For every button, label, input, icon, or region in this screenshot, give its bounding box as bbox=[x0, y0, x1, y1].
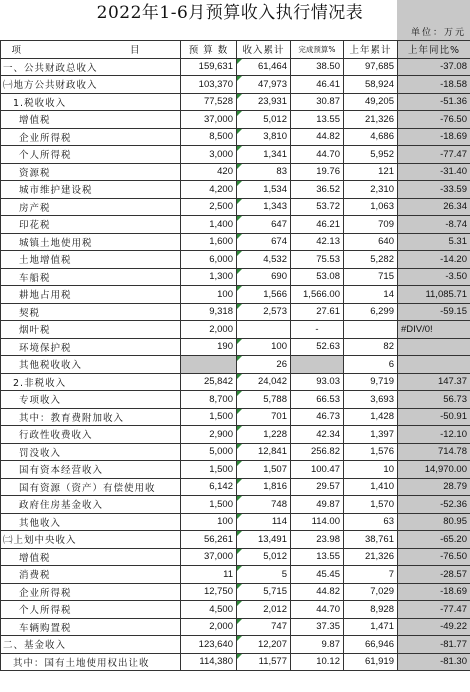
item-name-cell[interactable]: 车船税 bbox=[1, 268, 181, 286]
item-name-cell[interactable]: 资源税 bbox=[1, 163, 181, 181]
table-row bbox=[1, 653, 470, 671]
error-indicator-icon bbox=[237, 531, 242, 536]
yoy-cell[interactable]: 147.37 bbox=[398, 373, 470, 391]
prev-cumulative-cell[interactable]: 21,326 bbox=[344, 111, 398, 129]
prev-cumulative-cell[interactable]: 121 bbox=[344, 163, 398, 181]
completion-cell[interactable]: 75.53 bbox=[291, 251, 344, 269]
error-indicator-icon bbox=[237, 304, 242, 309]
item-name-cell[interactable]: 房产税 bbox=[1, 198, 181, 216]
budget-cell[interactable]: 2,500 bbox=[181, 198, 237, 216]
item-name-cell[interactable]: 城市维护建设税 bbox=[1, 181, 181, 199]
budget-cell[interactable]: 100 bbox=[181, 286, 237, 304]
error-indicator-icon bbox=[237, 514, 242, 519]
completion-cell[interactable]: 30.87 bbox=[291, 93, 344, 111]
table-row bbox=[1, 531, 470, 549]
item-name-cell[interactable]: 个人所得税 bbox=[1, 601, 181, 619]
prev-cumulative-cell[interactable]: 7 bbox=[344, 566, 398, 584]
error-indicator-icon bbox=[237, 286, 242, 291]
prev-cumulative-cell[interactable]: 2,310 bbox=[344, 181, 398, 199]
unit-cell[interactable] bbox=[397, 0, 470, 40]
prev-cumulative-cell[interactable]: 1,471 bbox=[344, 618, 398, 636]
prev-cumulative-cell[interactable]: 58,924 bbox=[344, 76, 398, 94]
error-indicator-icon bbox=[237, 94, 242, 99]
completion-cell[interactable]: - bbox=[291, 321, 344, 339]
completion-cell[interactable]: 13.55 bbox=[291, 548, 344, 566]
prev-cumulative-cell[interactable] bbox=[344, 321, 398, 339]
item-name-cell[interactable]: 1.税收收入 bbox=[1, 93, 181, 111]
error-indicator-icon bbox=[237, 374, 242, 379]
budget-cell[interactable]: 1,600 bbox=[181, 233, 237, 251]
completion-cell[interactable]: 44.70 bbox=[291, 601, 344, 619]
cumulative-cell[interactable]: 747 bbox=[237, 618, 291, 636]
yoy-cell[interactable]: 5.31 bbox=[398, 233, 470, 251]
table-row bbox=[1, 391, 470, 409]
budget-cell[interactable]: 9,318 bbox=[181, 303, 237, 321]
yoy-cell[interactable]: 80.95 bbox=[398, 513, 470, 531]
error-indicator-icon bbox=[237, 339, 242, 344]
unit-label: 单位：万元 bbox=[410, 28, 466, 38]
cumulative-cell[interactable]: 4,532 bbox=[237, 251, 291, 269]
error-indicator-icon bbox=[237, 199, 242, 204]
table-row bbox=[1, 303, 470, 321]
yoy-cell[interactable]: 26.34 bbox=[398, 198, 470, 216]
prev-cumulative-cell[interactable]: 709 bbox=[344, 216, 398, 234]
table-row bbox=[1, 268, 470, 286]
item-name-cell[interactable]: 其他收入 bbox=[1, 513, 181, 531]
item-name-cell[interactable]: 城镇土地使用税 bbox=[1, 233, 181, 251]
yoy-cell[interactable]: -76.50 bbox=[398, 111, 470, 129]
prev-cumulative-cell[interactable]: 3,693 bbox=[344, 391, 398, 409]
completion-cell[interactable]: 1,566.00 bbox=[291, 286, 344, 304]
error-indicator-icon bbox=[237, 654, 242, 659]
completion-cell[interactable]: 46.41 bbox=[291, 76, 344, 94]
prev-cumulative-cell[interactable]: 66,946 bbox=[344, 636, 398, 654]
item-name-cell[interactable]: 环境保护税 bbox=[1, 338, 181, 356]
budget-cell[interactable]: 3,000 bbox=[181, 146, 237, 164]
completion-cell[interactable]: 38.50 bbox=[291, 58, 344, 76]
cumulative-cell[interactable]: 23,931 bbox=[237, 93, 291, 111]
error-indicator-icon bbox=[237, 566, 242, 571]
item-name-cell[interactable]: 增值税 bbox=[1, 548, 181, 566]
table-row bbox=[1, 513, 470, 531]
prev-cumulative-cell[interactable]: 9,719 bbox=[344, 373, 398, 391]
cumulative-cell[interactable]: 5,788 bbox=[237, 391, 291, 409]
prev-cumulative-cell[interactable]: 82 bbox=[344, 338, 398, 356]
table-row bbox=[1, 583, 470, 601]
prev-cumulative-cell[interactable]: 1,576 bbox=[344, 443, 398, 461]
cumulative-cell[interactable]: 24,042 bbox=[237, 373, 291, 391]
item-name-cell[interactable]: 车辆购置税 bbox=[1, 618, 181, 636]
completion-cell[interactable]: 256.82 bbox=[291, 443, 344, 461]
item-name-cell[interactable]: 企业所得税 bbox=[1, 583, 181, 601]
budget-cell[interactable]: 4,200 bbox=[181, 181, 237, 199]
completion-cell[interactable]: 52.63 bbox=[291, 338, 344, 356]
yoy-cell[interactable]: -81.77 bbox=[398, 636, 470, 654]
table-row bbox=[1, 478, 470, 496]
table-row bbox=[1, 76, 470, 94]
prev-cumulative-cell[interactable]: 1,063 bbox=[344, 198, 398, 216]
budget-cell[interactable]: 4,500 bbox=[181, 601, 237, 619]
budget-cell[interactable]: 1,500 bbox=[181, 408, 237, 426]
error-indicator-icon bbox=[237, 146, 242, 151]
yoy-cell[interactable] bbox=[398, 338, 470, 356]
cumulative-cell[interactable]: 1,816 bbox=[237, 478, 291, 496]
prev-cumulative-cell[interactable]: 8,928 bbox=[344, 601, 398, 619]
cumulative-cell[interactable] bbox=[237, 321, 291, 339]
table-body bbox=[1, 58, 470, 671]
header-cumulative[interactable]: 收入累计 bbox=[237, 41, 291, 59]
table-row bbox=[1, 286, 470, 304]
header-completion[interactable]: 完成预算% bbox=[291, 41, 344, 59]
error-indicator-icon bbox=[237, 164, 242, 169]
prev-cumulative-cell[interactable]: 5,282 bbox=[344, 251, 398, 269]
item-name-cell[interactable]: 契税 bbox=[1, 303, 181, 321]
yoy-cell[interactable]: -49.22 bbox=[398, 618, 470, 636]
budget-cell[interactable]: 6,142 bbox=[181, 478, 237, 496]
error-indicator-icon bbox=[237, 251, 242, 256]
error-indicator-icon bbox=[237, 461, 242, 466]
table-row bbox=[1, 636, 470, 654]
table-row bbox=[1, 356, 470, 374]
table-row bbox=[1, 216, 470, 234]
yoy-cell[interactable]: -76.50 bbox=[398, 548, 470, 566]
budget-cell[interactable]: 37,000 bbox=[181, 548, 237, 566]
cumulative-cell[interactable]: 1,228 bbox=[237, 426, 291, 444]
completion-cell[interactable]: 23.98 bbox=[291, 531, 344, 549]
item-name-cell[interactable]: 国有资源（资产）有偿使用收 bbox=[1, 478, 181, 496]
prev-cumulative-cell[interactable]: 6,299 bbox=[344, 303, 398, 321]
yoy-cell[interactable]: -18.69 bbox=[398, 128, 470, 146]
cumulative-cell[interactable]: 12,841 bbox=[237, 443, 291, 461]
table-row bbox=[1, 93, 470, 111]
cumulative-cell[interactable]: 114 bbox=[237, 513, 291, 531]
cumulative-cell[interactable]: 1,343 bbox=[237, 198, 291, 216]
table-row bbox=[1, 181, 470, 199]
error-indicator-icon bbox=[237, 444, 242, 449]
cumulative-cell[interactable]: 12,207 bbox=[237, 636, 291, 654]
completion-cell[interactable]: 45.45 bbox=[291, 566, 344, 584]
table-row bbox=[1, 601, 470, 619]
budget-cell[interactable]: 12,750 bbox=[181, 583, 237, 601]
yoy-cell[interactable]: -77.47 bbox=[398, 601, 470, 619]
prev-cumulative-cell[interactable]: 1,428 bbox=[344, 408, 398, 426]
error-indicator-icon bbox=[237, 59, 242, 64]
completion-cell[interactable]: 46.21 bbox=[291, 216, 344, 234]
budget-cell[interactable]: 8,700 bbox=[181, 391, 237, 409]
completion-cell[interactable]: 53.72 bbox=[291, 198, 344, 216]
cumulative-cell[interactable]: 3,810 bbox=[237, 128, 291, 146]
yoy-cell[interactable]: -18.58 bbox=[398, 76, 470, 94]
table-row bbox=[1, 426, 470, 444]
yoy-cell[interactable]: -65.20 bbox=[398, 531, 470, 549]
completion-cell[interactable]: 36.52 bbox=[291, 181, 344, 199]
error-indicator-icon bbox=[237, 426, 242, 431]
yoy-cell[interactable]: -12.10 bbox=[398, 426, 470, 444]
yoy-cell[interactable]: 714.78 bbox=[398, 443, 470, 461]
budget-cell[interactable]: 2,000 bbox=[181, 618, 237, 636]
budget-cell[interactable]: 11 bbox=[181, 566, 237, 584]
prev-cumulative-cell[interactable]: 640 bbox=[344, 233, 398, 251]
completion-cell[interactable]: 9.87 bbox=[291, 636, 344, 654]
budget-cell[interactable]: 2,900 bbox=[181, 426, 237, 444]
completion-cell[interactable]: 10.12 bbox=[291, 653, 344, 671]
table-row bbox=[1, 251, 470, 269]
budget-cell[interactable]: 114,380 bbox=[181, 653, 237, 671]
prev-cumulative-cell[interactable]: 61,919 bbox=[344, 653, 398, 671]
cumulative-cell[interactable]: 47,973 bbox=[237, 76, 291, 94]
item-name-cell[interactable]: 国有资本经营收入 bbox=[1, 461, 181, 479]
header-item[interactable]: 项 目 bbox=[1, 41, 181, 59]
cumulative-cell[interactable]: 5,012 bbox=[237, 548, 291, 566]
completion-cell[interactable]: 100.47 bbox=[291, 461, 344, 479]
budget-cell[interactable]: 37,000 bbox=[181, 111, 237, 129]
table-row bbox=[1, 111, 470, 129]
cumulative-cell[interactable]: 1,507 bbox=[237, 461, 291, 479]
yoy-cell[interactable]: -28.57 bbox=[398, 566, 470, 584]
error-indicator-icon bbox=[237, 234, 242, 239]
item-name-cell[interactable]: 个人所得税 bbox=[1, 146, 181, 164]
error-indicator-icon bbox=[237, 391, 242, 396]
error-indicator-icon bbox=[237, 479, 242, 484]
completion-cell[interactable]: 44.70 bbox=[291, 146, 344, 164]
completion-cell[interactable] bbox=[291, 356, 344, 374]
error-indicator-icon bbox=[237, 584, 242, 589]
item-name-cell[interactable]: 政府住房基金收入 bbox=[1, 496, 181, 514]
header-prev-cumulative[interactable]: 上年累计 bbox=[344, 41, 398, 59]
table-row bbox=[1, 408, 470, 426]
budget-cell[interactable]: 123,640 bbox=[181, 636, 237, 654]
item-name-cell[interactable]: 行政性收费收入 bbox=[1, 426, 181, 444]
cumulative-cell[interactable]: 5,012 bbox=[237, 111, 291, 129]
item-name-cell[interactable]: 罚没收入 bbox=[1, 443, 181, 461]
prev-cumulative-cell[interactable]: 1,410 bbox=[344, 478, 398, 496]
table-row bbox=[1, 321, 470, 339]
yoy-cell[interactable]: -52.36 bbox=[398, 496, 470, 514]
yoy-cell[interactable]: -51.36 bbox=[398, 93, 470, 111]
cumulative-cell[interactable]: 11,577 bbox=[237, 653, 291, 671]
budget-cell[interactable] bbox=[181, 356, 237, 374]
error-indicator-icon bbox=[237, 636, 242, 641]
yoy-cell[interactable]: -50.91 bbox=[398, 408, 470, 426]
cumulative-cell[interactable]: 13,491 bbox=[237, 531, 291, 549]
yoy-cell[interactable]: #DIV/0! bbox=[398, 321, 470, 339]
error-indicator-icon bbox=[237, 356, 242, 361]
yoy-cell[interactable]: -37.08 bbox=[398, 58, 470, 76]
cumulative-cell[interactable]: 690 bbox=[237, 268, 291, 286]
completion-cell[interactable]: 66.53 bbox=[291, 391, 344, 409]
item-name-cell[interactable]: 印花税 bbox=[1, 216, 181, 234]
header-row bbox=[1, 41, 470, 59]
yoy-cell[interactable]: -18.69 bbox=[398, 583, 470, 601]
item-name-cell[interactable]: 土地增值税 bbox=[1, 251, 181, 269]
budget-cell[interactable]: 77,528 bbox=[181, 93, 237, 111]
completion-cell[interactable]: 93.03 bbox=[291, 373, 344, 391]
yoy-cell[interactable] bbox=[398, 356, 470, 374]
cumulative-cell[interactable]: 2,573 bbox=[237, 303, 291, 321]
item-name-cell[interactable]: 2.非税收入 bbox=[1, 373, 181, 391]
budget-cell[interactable]: 1,300 bbox=[181, 268, 237, 286]
item-name-cell[interactable]: ㈠地方公共财政收入 bbox=[1, 76, 181, 94]
table-row bbox=[1, 198, 470, 216]
completion-cell[interactable]: 44.82 bbox=[291, 128, 344, 146]
prev-cumulative-cell[interactable]: 14 bbox=[344, 286, 398, 304]
table-row bbox=[1, 548, 470, 566]
item-name-cell[interactable]: 其中：国有土地使用权出让收 bbox=[1, 653, 181, 671]
yoy-cell[interactable]: -59.15 bbox=[398, 303, 470, 321]
cumulative-cell[interactable]: 647 bbox=[237, 216, 291, 234]
header-yoy[interactable]: 上年同比% bbox=[398, 41, 470, 59]
cumulative-cell[interactable]: 1,534 bbox=[237, 181, 291, 199]
error-indicator-icon bbox=[237, 549, 242, 554]
completion-cell[interactable]: 46.73 bbox=[291, 408, 344, 426]
item-name-cell[interactable]: 一、公共财政总收入 bbox=[1, 58, 181, 76]
cumulative-cell[interactable]: 61,464 bbox=[237, 58, 291, 76]
budget-cell[interactable]: 190 bbox=[181, 338, 237, 356]
item-name-cell[interactable]: 耕地占用税 bbox=[1, 286, 181, 304]
budget-cell[interactable]: 5,000 bbox=[181, 443, 237, 461]
budget-cell[interactable]: 8,500 bbox=[181, 128, 237, 146]
prev-cumulative-cell[interactable]: 10 bbox=[344, 461, 398, 479]
budget-cell[interactable]: 159,631 bbox=[181, 58, 237, 76]
error-indicator-icon bbox=[237, 409, 242, 414]
budget-cell[interactable]: 25,842 bbox=[181, 373, 237, 391]
cumulative-cell[interactable]: 674 bbox=[237, 233, 291, 251]
error-indicator-icon bbox=[237, 496, 242, 501]
prev-cumulative-cell[interactable]: 63 bbox=[344, 513, 398, 531]
prev-cumulative-cell[interactable]: 49,205 bbox=[344, 93, 398, 111]
item-name-cell[interactable]: 烟叶税 bbox=[1, 321, 181, 339]
prev-cumulative-cell[interactable]: 715 bbox=[344, 268, 398, 286]
cumulative-cell[interactable]: 83 bbox=[237, 163, 291, 181]
budget-cell[interactable]: 6,000 bbox=[181, 251, 237, 269]
table-row bbox=[1, 163, 470, 181]
item-name-cell[interactable]: 二、基金收入 bbox=[1, 636, 181, 654]
yoy-cell[interactable]: -77.47 bbox=[398, 146, 470, 164]
table-row bbox=[1, 461, 470, 479]
report-title: 2022年1-6月预算收入执行情况表 bbox=[96, 3, 364, 23]
completion-cell[interactable]: 114.00 bbox=[291, 513, 344, 531]
table-row bbox=[1, 618, 470, 636]
budget-table bbox=[0, 40, 470, 671]
table-row bbox=[1, 338, 470, 356]
completion-cell[interactable]: 49.87 bbox=[291, 496, 344, 514]
budget-cell[interactable]: 420 bbox=[181, 163, 237, 181]
yoy-cell[interactable]: 14,970.00 bbox=[398, 461, 470, 479]
prev-cumulative-cell[interactable]: 38,761 bbox=[344, 531, 398, 549]
yoy-cell[interactable]: 11,085.71 bbox=[398, 286, 470, 304]
completion-cell[interactable]: 29.57 bbox=[291, 478, 344, 496]
budget-cell[interactable]: 1,400 bbox=[181, 216, 237, 234]
cumulative-cell[interactable]: 748 bbox=[237, 496, 291, 514]
completion-cell[interactable]: 13.55 bbox=[291, 111, 344, 129]
yoy-cell[interactable]: -33.59 bbox=[398, 181, 470, 199]
completion-cell[interactable]: 27.61 bbox=[291, 303, 344, 321]
cumulative-cell[interactable]: 100 bbox=[237, 338, 291, 356]
budget-cell[interactable]: 1,500 bbox=[181, 461, 237, 479]
error-indicator-icon bbox=[237, 601, 242, 606]
cumulative-cell[interactable]: 26 bbox=[237, 356, 291, 374]
error-indicator-icon bbox=[237, 129, 242, 134]
item-name-cell[interactable]: 增值税 bbox=[1, 111, 181, 129]
error-indicator-icon bbox=[237, 269, 242, 274]
cumulative-cell[interactable]: 1,341 bbox=[237, 146, 291, 164]
yoy-cell[interactable]: 28.79 bbox=[398, 478, 470, 496]
table-row bbox=[1, 233, 470, 251]
error-indicator-icon bbox=[237, 216, 242, 221]
prev-cumulative-cell[interactable]: 97,685 bbox=[344, 58, 398, 76]
table-row bbox=[1, 128, 470, 146]
table-row bbox=[1, 146, 470, 164]
yoy-cell[interactable]: -14.20 bbox=[398, 251, 470, 269]
item-name-cell[interactable]: 其中：教育费附加收入 bbox=[1, 408, 181, 426]
completion-cell[interactable]: 44.82 bbox=[291, 583, 344, 601]
completion-cell[interactable]: 37.35 bbox=[291, 618, 344, 636]
prev-cumulative-cell[interactable]: 4,686 bbox=[344, 128, 398, 146]
yoy-cell[interactable]: -3.50 bbox=[398, 268, 470, 286]
cumulative-cell[interactable]: 1,566 bbox=[237, 286, 291, 304]
item-name-cell[interactable]: ㈡上划中央收入 bbox=[1, 531, 181, 549]
item-name-cell[interactable]: 专项收入 bbox=[1, 391, 181, 409]
completion-cell[interactable]: 42.13 bbox=[291, 233, 344, 251]
error-indicator-icon bbox=[237, 619, 242, 624]
item-name-cell[interactable]: 消费税 bbox=[1, 566, 181, 584]
error-indicator-icon bbox=[237, 181, 242, 186]
item-name-cell[interactable]: 企业所得税 bbox=[1, 128, 181, 146]
table-row bbox=[1, 496, 470, 514]
table-row bbox=[1, 373, 470, 391]
yoy-cell[interactable]: -31.40 bbox=[398, 163, 470, 181]
budget-cell[interactable]: 100 bbox=[181, 513, 237, 531]
table-row bbox=[1, 58, 470, 76]
budget-cell[interactable]: 103,370 bbox=[181, 76, 237, 94]
table-row bbox=[1, 443, 470, 461]
yoy-cell[interactable]: -81.30 bbox=[398, 653, 470, 671]
cumulative-cell[interactable]: 5,715 bbox=[237, 583, 291, 601]
cumulative-cell[interactable]: 2,012 bbox=[237, 601, 291, 619]
completion-cell[interactable]: 19.76 bbox=[291, 163, 344, 181]
cumulative-cell[interactable]: 5 bbox=[237, 566, 291, 584]
yoy-cell[interactable]: -8.74 bbox=[398, 216, 470, 234]
prev-cumulative-cell[interactable]: 21,326 bbox=[344, 548, 398, 566]
completion-cell[interactable]: 53.08 bbox=[291, 268, 344, 286]
yoy-cell[interactable]: 56.73 bbox=[398, 391, 470, 409]
table-row bbox=[1, 566, 470, 584]
budget-cell[interactable]: 1,500 bbox=[181, 496, 237, 514]
prev-cumulative-cell[interactable]: 7,029 bbox=[344, 583, 398, 601]
budget-cell[interactable]: 56,261 bbox=[181, 531, 237, 549]
prev-cumulative-cell[interactable]: 1,397 bbox=[344, 426, 398, 444]
item-name-cell[interactable]: 其他税收收入 bbox=[1, 356, 181, 374]
prev-cumulative-cell[interactable]: 6 bbox=[344, 356, 398, 374]
budget-cell[interactable]: 2,000 bbox=[181, 321, 237, 339]
error-indicator-icon bbox=[237, 111, 242, 116]
completion-cell[interactable]: 42.34 bbox=[291, 426, 344, 444]
error-indicator-icon bbox=[237, 76, 242, 81]
prev-cumulative-cell[interactable]: 1,570 bbox=[344, 496, 398, 514]
header-budget[interactable]: 预 算 数 bbox=[181, 41, 237, 59]
prev-cumulative-cell[interactable]: 5,952 bbox=[344, 146, 398, 164]
cumulative-cell[interactable]: 701 bbox=[237, 408, 291, 426]
